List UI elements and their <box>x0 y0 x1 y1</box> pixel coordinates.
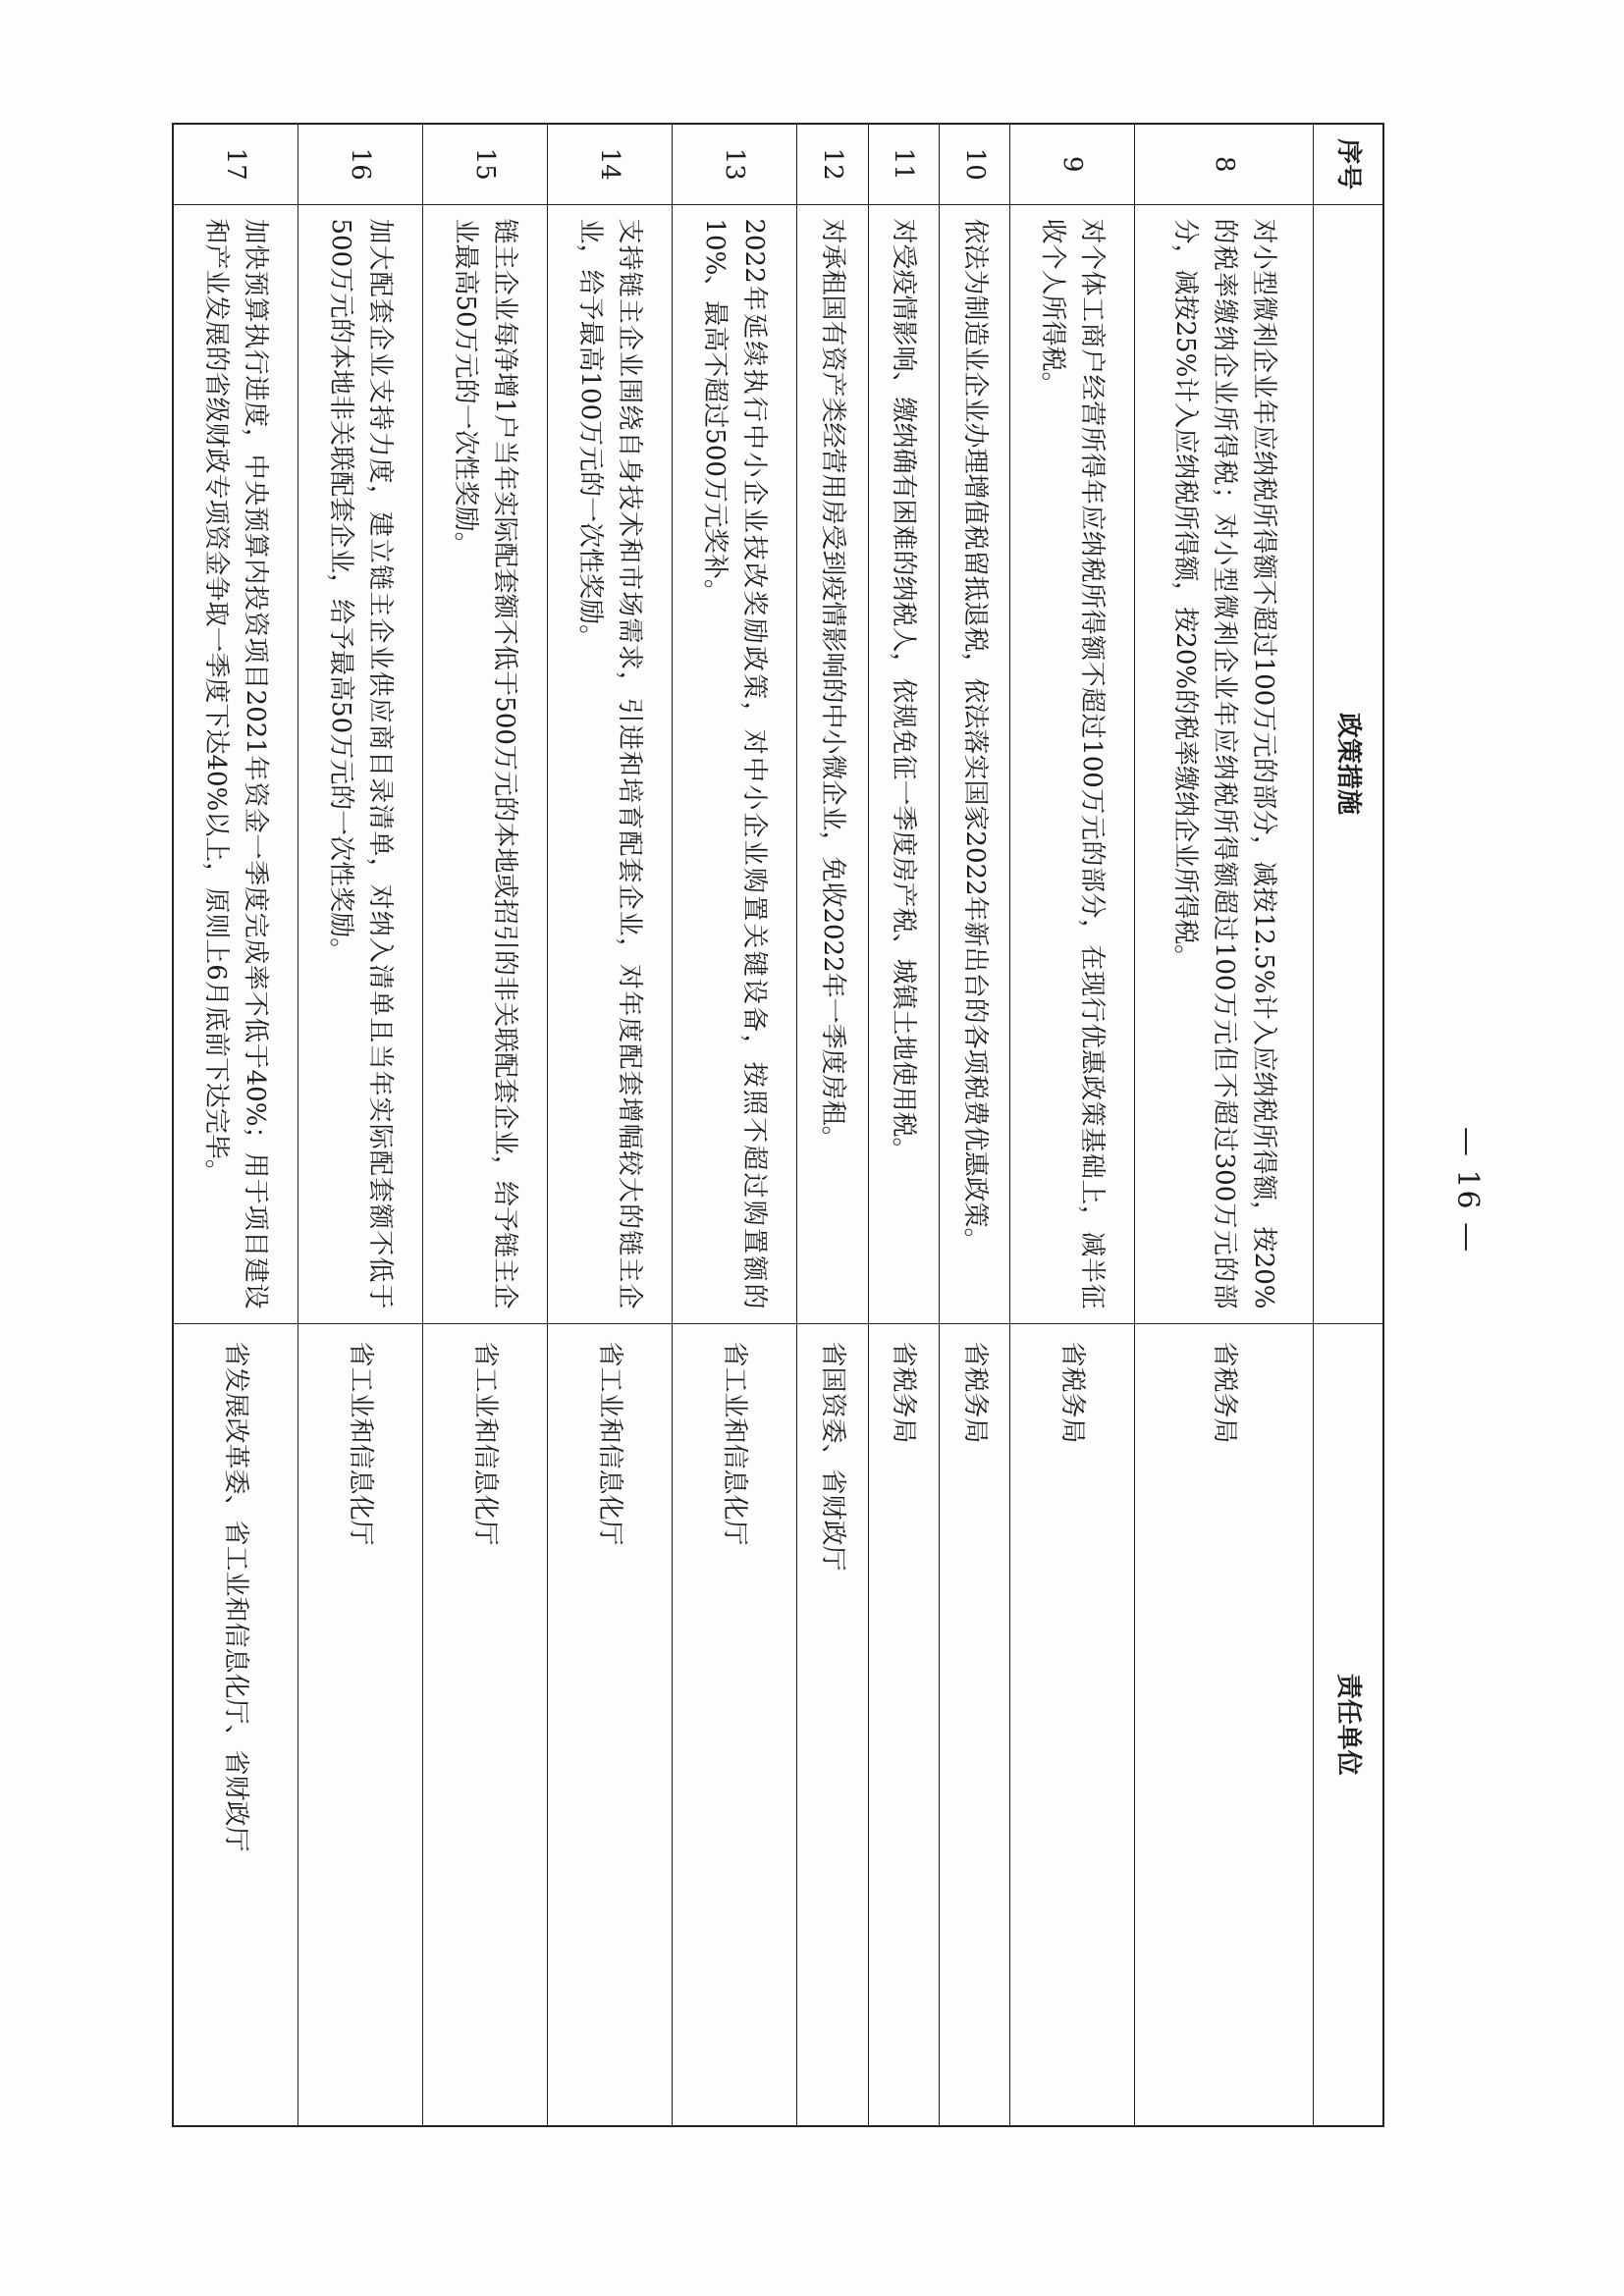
table-row <box>1135 124 1314 2126</box>
row-serial-number: 16 <box>298 124 423 204</box>
row-policy-measure: 加快预算执行进度，中央预算内投资项目2021年资金一季度完成率不低于40%；用于项目建设和产业发展的省级财政专项资金争取一季度下达40%以上，原则上6月底前下达完毕。 <box>173 204 298 1323</box>
row-serial-number: 14 <box>548 124 673 204</box>
table-row <box>797 124 868 2126</box>
row-serial-number: 8 <box>1135 124 1314 204</box>
row-responsible-unit: 省税务局 <box>868 1323 939 2126</box>
policy-table <box>172 123 1384 2127</box>
row-responsible-unit: 省工业和信息化厅 <box>673 1323 797 2126</box>
row-responsible-unit: 省税务局 <box>940 1323 1010 2126</box>
table-row <box>868 124 939 2126</box>
row-policy-measure: 依法为制造业企业办理增值税留抵退税，依法落实国家2022年新出台的各项税费优惠政策。 <box>940 204 1010 1323</box>
rotated-table-container <box>172 123 1384 2125</box>
header-serial-number: 序号 <box>1314 124 1384 204</box>
row-policy-measure: 2022年延续执行中小企业技改奖励政策，对中小企业购置关键设备，按照不超过购置额的10%、最高不超过500万元奖补。 <box>673 204 797 1323</box>
row-serial-number: 10 <box>940 124 1010 204</box>
row-responsible-unit: 省发展改革委、省工业和信息化厅、省财政厅 <box>173 1323 298 2126</box>
table-header-row <box>1314 124 1384 2126</box>
row-policy-measure: 对承租国有资产类经营用房受到疫情影响的中小微企业，免收2022年一季度房租。 <box>797 204 868 1323</box>
row-policy-measure: 链主企业每净增1户当年实际配套额不低于500万元的本地或招引的非关联配套企业，给予链主企业最高50万元的一次性奖励。 <box>423 204 548 1323</box>
page-number: — 16 — <box>1450 1126 1486 1255</box>
row-policy-measure: 对受疫情影响、缴纳确有困难的纳税人，依规免征一季度房产税、城镇土地使用税。 <box>868 204 939 1323</box>
table-row <box>173 124 298 2126</box>
row-serial-number: 9 <box>1010 124 1135 204</box>
row-serial-number: 13 <box>673 124 797 204</box>
row-serial-number: 17 <box>173 124 298 204</box>
row-policy-measure: 对个体工商户经营所得年应纳税所得额不超过100万元的部分，在现行优惠政策基础上，减半征收个人所得税。 <box>1010 204 1135 1323</box>
row-policy-measure: 加大配套企业支持力度，建立链主企业供应商目录清单，对纳入清单且当年实际配套额不低于500万元的本地非关联配套企业，给予最高50万元的一次性奖励。 <box>298 204 423 1323</box>
row-responsible-unit: 省税务局 <box>1010 1323 1135 2126</box>
row-responsible-unit: 省工业和信息化厅 <box>423 1323 548 2126</box>
row-responsible-unit: 省税务局 <box>1135 1323 1314 2126</box>
header-policy-measure: 政策措施 <box>1314 204 1384 1323</box>
row-policy-measure: 对小型微利企业年应纳税所得额不超过100万元的部分，减按12.5%计入应纳税所得额，按20%的税率缴纳企业所得税；对小型微利企业年应纳税所得额超过100万元但不超过300万元的部分，减按25%计入应纳税所得额，按20%的税率缴纳企业所得税。 <box>1135 204 1314 1323</box>
row-serial-number: 15 <box>423 124 548 204</box>
table-row <box>423 124 548 2126</box>
row-responsible-unit: 省工业和信息化厅 <box>298 1323 423 2126</box>
row-serial-number: 11 <box>868 124 939 204</box>
table-row <box>298 124 423 2126</box>
row-responsible-unit: 省国资委、省财政厅 <box>797 1323 868 2126</box>
table-row <box>940 124 1010 2126</box>
header-responsible-unit: 责任单位 <box>1314 1323 1384 2126</box>
row-serial-number: 12 <box>797 124 868 204</box>
table-row <box>673 124 797 2126</box>
table-row <box>1010 124 1135 2126</box>
table-row <box>548 124 673 2126</box>
row-responsible-unit: 省工业和信息化厅 <box>548 1323 673 2126</box>
row-policy-measure: 支持链主企业围绕自身技术和市场需求，引进和培育配套企业，对年度配套增幅较大的链主企业，给予最高100万元的一次性奖励。 <box>548 204 673 1323</box>
